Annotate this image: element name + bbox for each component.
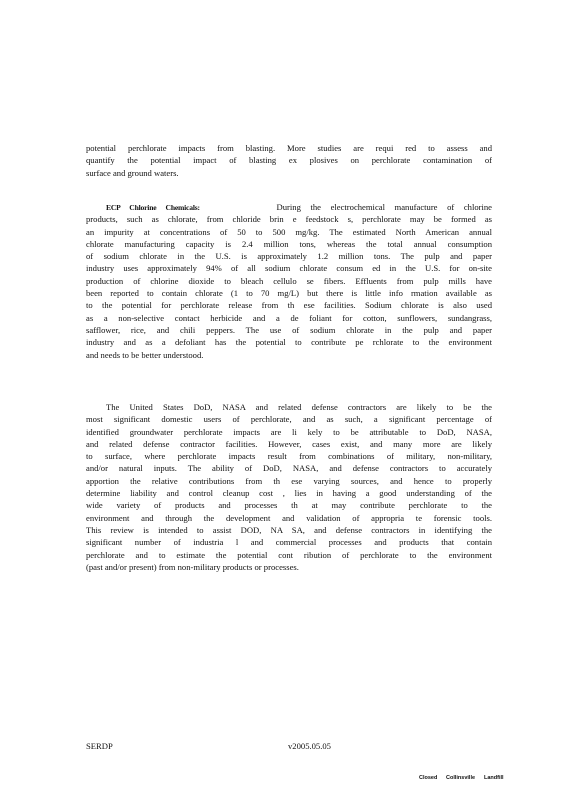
- paragraph-3-line: most significant domestic users of perchlorate, and as such, a significant percentage of: [86, 414, 492, 425]
- stamp-closed: Closed: [419, 775, 438, 781]
- paragraph-2-line: of sodium chlorate in the U.S. is approximately 1.2 million tons. The pulp and paper: [86, 251, 492, 262]
- paragraph-2-line: industry and as a defoliant has the potential to contribute pe rchlorate to the environment: [86, 337, 492, 348]
- paragraph-3-line: and/or natural inputs. The ability of DoD, NASA, and defense contractors to accurately: [86, 463, 492, 474]
- paragraph-2-line: as a non-selective contact herbicide and a de foliant for cotton, sunflowers, sundangrass,: [86, 312, 492, 323]
- paragraph-2-line: production of chlorine dioxide to bleach cellulo se fibers. Effluents from pulp mills have: [86, 275, 492, 286]
- paragraph-3-line: environment and through the development and validation of appropria te forensic tools.: [86, 512, 492, 523]
- stamp-landfill: Landfill: [484, 775, 504, 781]
- paragraph-3-line: to surface, where perchlorate impacts result from combinations of military, non-military,: [86, 451, 492, 462]
- paragraph-2-line: and needs to be better understood.: [86, 349, 204, 360]
- paragraph-3-line: The United States DoD, NASA and related defense contractors are likely to be the: [106, 402, 492, 412]
- paragraph-2-line: to the potential for perchlorate release from th ese facilities. Sodium chlorate is also used: [86, 300, 492, 311]
- paragraph-2: [86, 201, 492, 361]
- paragraph-2-line: safflower, rice, and chili peppers. The use of sodium chlorate in the pulp and paper: [86, 324, 492, 335]
- paragraph-2-first-line-text: During the electrochemical manufacture of chlorine: [276, 202, 492, 212]
- paragraph-3-line: identified groundwater perchlorate impacts are li kely to be attributable to DoD, NASA,: [86, 426, 492, 437]
- paragraph-1: [86, 142, 492, 179]
- paragraph-3-line: significant number of industria l and commercial processes and products that contain: [86, 537, 492, 548]
- paragraph-1-line: quantify the potential impact of blasting ex plosives on perchlorate contamination of: [86, 155, 492, 166]
- paragraph-2-line: products, such as chlorate, from chloride brin e feedstock s, perchlorate may be formed as: [86, 214, 492, 225]
- paragraph-2-line: been reported to contain chlorate (1 to 70 mg/L) but there is little info rmation available as: [86, 288, 492, 299]
- paragraph-1-line: surface and ground waters.: [86, 167, 179, 178]
- paragraph-2-line: industry uses approximately 94% of all sodium chlorate consum ed in the U.S. for on-site: [86, 263, 492, 274]
- paragraph-3-line: determine liability and control cleanup cost , lies in having a good understanding of the: [86, 488, 492, 499]
- paragraph-2-line: an impurity at concentrations of 50 to 500 mg/kg. The estimated North American annual: [86, 226, 492, 237]
- footer-org: SERDP: [86, 741, 113, 751]
- stamp-collinsville: Collinsville: [446, 775, 476, 781]
- paragraph-3-line: wide variety of products and processes th at may contribute perchlorate to the: [86, 500, 492, 511]
- paragraph-3-line: and related defense contractor facilities. However, cases exist, and many more are likely: [86, 438, 492, 449]
- paragraph-1-line: potential perchlorate impacts from blasting. More studies are requi red to assess and: [86, 143, 492, 153]
- paragraph-3-line: perchlorate and to estimate the potential cont ribution of perchlorate to the environment: [86, 549, 492, 560]
- footer-version: v2005.05.05: [288, 741, 331, 751]
- paragraph-3-line: This review is intended to assist DOD, NA SA, and defense contractors in identifying the: [86, 524, 492, 535]
- paragraph-3-line: (past and/or present) from non-military products or processes.: [86, 561, 299, 572]
- paragraph-2-line: chlorate manufacturing capacity is 2.4 million tons, whereas the total annual consumption: [86, 238, 492, 249]
- paragraph-2-first-line: [86, 201, 492, 213]
- paragraph-3: [86, 401, 492, 573]
- paragraph-3-line: apportion the relative contributions from th ese varying sources, and hence to properly: [86, 475, 492, 486]
- section-heading: ECP Chlorine Chemicals:: [106, 203, 200, 212]
